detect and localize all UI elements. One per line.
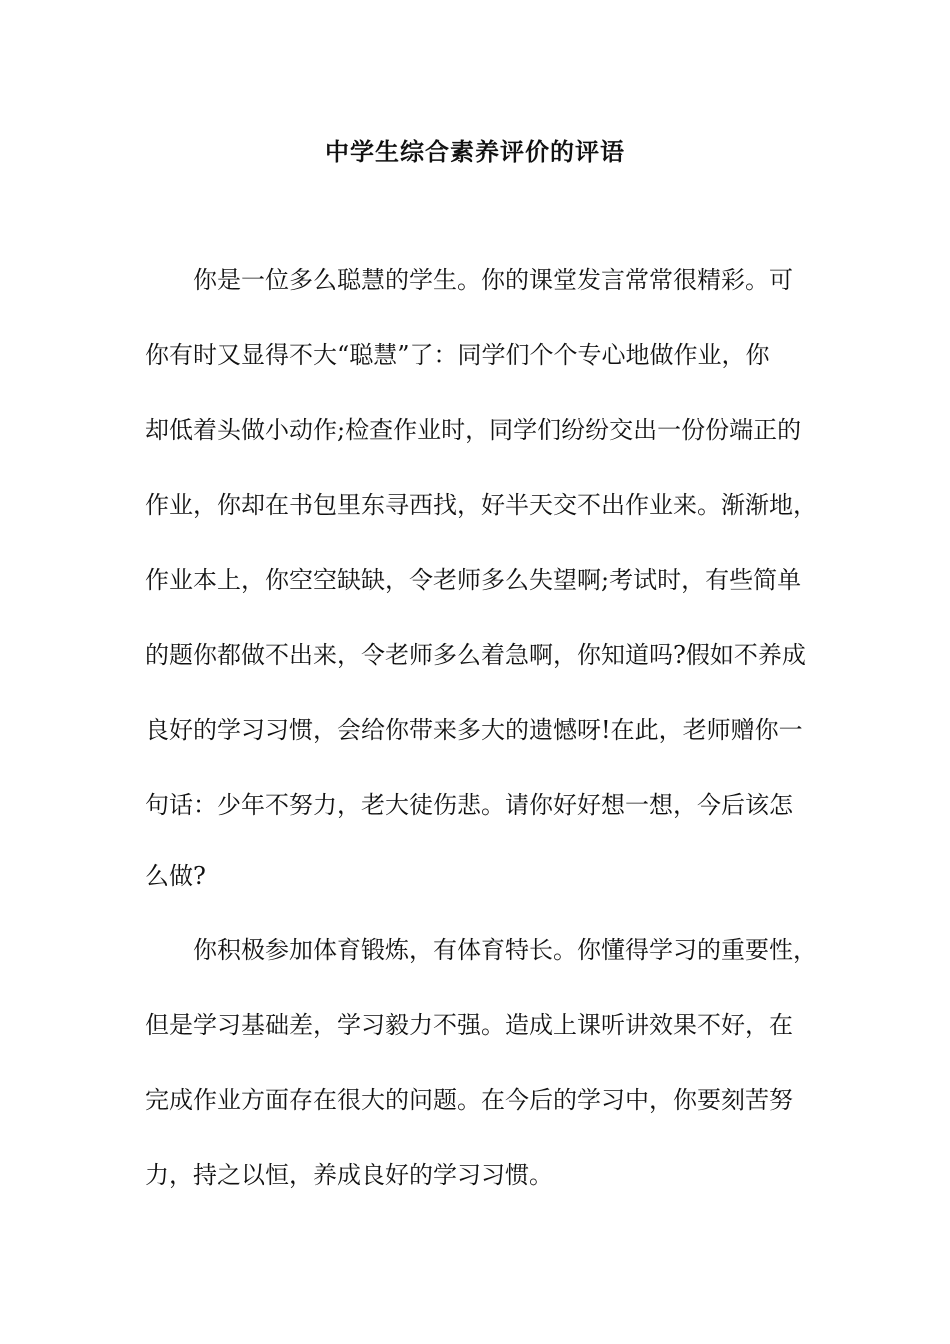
paragraph-line: 作业，你却在书包里东寻西找，好半天交不出作业来。渐渐地， (145, 491, 817, 519)
paragraph-line: 句话：少年不努力，老大徒伤悲。请你好好想一想，今后该怎 (145, 791, 793, 819)
paragraph-line: 但是学习基础差，学习毅力不强。造成上课听讲效果不好，在 (145, 1011, 793, 1039)
document-title: 中学生综合素养评价的评语 (325, 137, 625, 166)
paragraph-line: 你是一位多么聪慧的学生。你的课堂发言常常很精彩。可 (193, 266, 793, 294)
paragraph-line: 么做? (145, 862, 206, 890)
paragraph-line: 却低着头做小动作;检查作业时，同学们纷纷交出一份份端正的 (145, 416, 802, 444)
paragraph-line: 力，持之以恒，养成良好的学习习惯。 (145, 1161, 553, 1189)
paragraph-line: 完成作业方面存在很大的问题。在今后的学习中，你要刻苦努 (145, 1086, 793, 1114)
paragraph-line: 你积极参加体育锻炼，有体育特长。你懂得学习的重要性， (193, 936, 817, 964)
paragraph-line: 良好的学习习惯，会给你带来多大的遗憾呀!在此，老师赠你一 (145, 716, 803, 744)
paragraph-line: 你有时又显得不大“聪慧”了：同学们个个专心地做作业，你 (145, 341, 770, 369)
paragraph-line: 的题你都做不出来，令老师多么着急啊，你知道吗?假如不养成 (145, 641, 806, 669)
paragraph-line: 作业本上，你空空缺缺，令老师多么失望啊;考试时，有些简单 (145, 566, 802, 594)
